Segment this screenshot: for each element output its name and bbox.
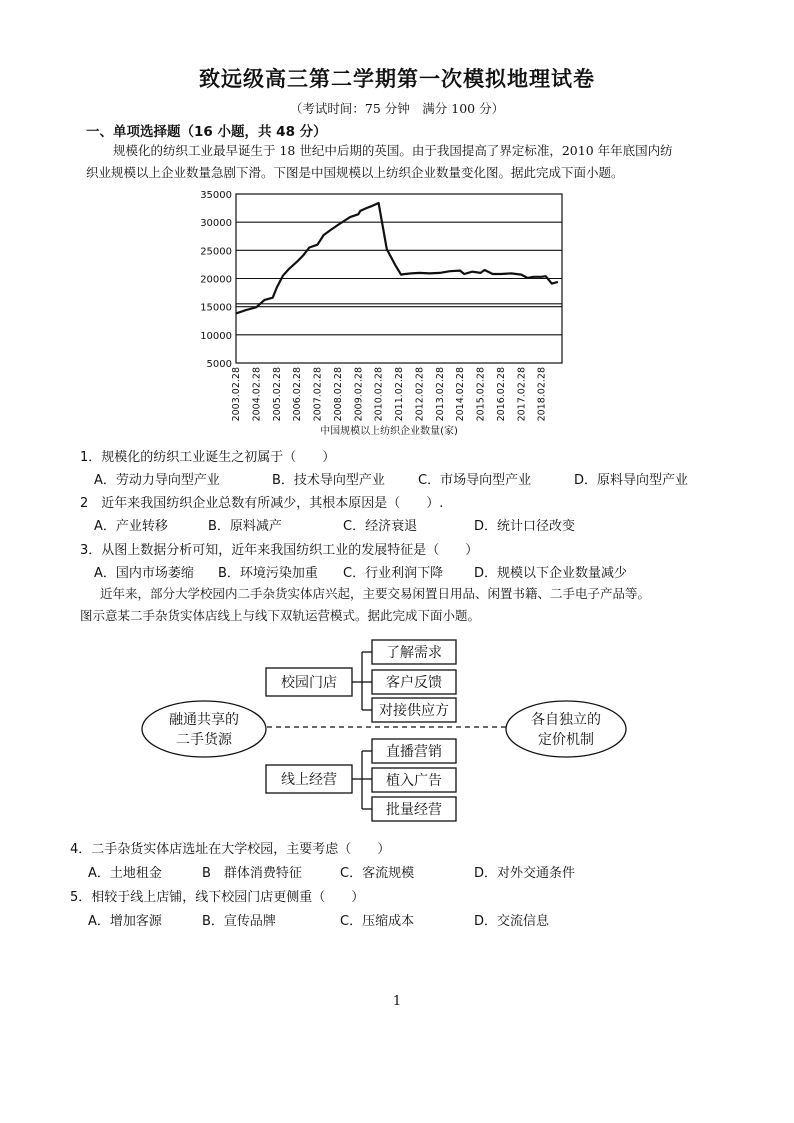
x-tick-label: 2015.02.28	[475, 367, 487, 422]
question-2-stem: 2 近年来我国纺织企业总数有所减少，其根本原因是（ ）.	[80, 496, 444, 511]
online-item-3: 批量经营	[386, 802, 442, 818]
x-tick-label: 2009.02.28	[353, 367, 365, 422]
exam-title: 致远级高三第二学期第一次模拟地理试卷	[199, 67, 595, 91]
page-number: 1	[392, 994, 402, 1009]
passage1-line1: 规模化的纺织工业最早诞生于 18 世纪中后期的英国。由于我国提高了界定标准，2010 年年底国内纺	[113, 143, 673, 158]
question-3-option-c: C．行业利润下降	[343, 566, 444, 581]
x-tick-label: 2004.02.28	[251, 367, 263, 422]
y-tick-label: 35000	[200, 190, 232, 201]
question-4-option-c: C．客流规模	[340, 866, 415, 881]
campus-item-1: 了解需求	[386, 645, 442, 661]
right-ellipse-line2: 定价机制	[538, 732, 594, 748]
online-item-1: 直播营销	[386, 744, 442, 760]
question-1-stem: 1．规模化的纺织工业诞生之初属于（ ）	[80, 450, 336, 465]
x-tick-label: 2013.02.28	[434, 367, 446, 422]
chart-caption: 中国规模以上纺织企业数量(家)	[320, 426, 458, 437]
y-tick-label: 20000	[200, 274, 232, 286]
x-tick-label: 2011.02.28	[394, 367, 405, 422]
x-tick-label: 2016.02.28	[495, 367, 507, 422]
question-4-stem: 4．二手杂货实体店选址在大学校园，主要考虑（ ）	[70, 842, 391, 857]
x-tick-label: 2006.02.28	[292, 367, 304, 422]
right-ellipse	[506, 701, 626, 757]
x-tick-label: 2017.02.28	[516, 367, 528, 422]
x-tick-label: 2014.02.28	[455, 367, 467, 422]
question-3-stem: 3．从图上数据分析可知，近年来我国纺织工业的发展特征是（ ）	[80, 543, 479, 558]
exam-subtitle: （考试时间：75 分钟 满分 100 分）	[289, 101, 505, 116]
passage2-line2: 图示意某二手杂货实体店线上与线下双轨运营模式。据此完成下面小题。	[80, 608, 481, 623]
question-1-option-d: D．原料导向型产业	[574, 473, 689, 488]
left-ellipse-line2: 二手货源	[176, 732, 232, 748]
question-3-option-d: D．规模以下企业数量减少	[474, 566, 628, 581]
question-3-option-a: A．国内市场萎缩	[94, 566, 194, 581]
x-tick-label: 2003.02.28	[231, 367, 242, 422]
question-1-option-b: B．技术导向型产业	[272, 473, 385, 488]
series-line	[236, 203, 558, 313]
y-tick-label: 25000	[200, 246, 232, 258]
campus-store-label: 校园门店	[281, 675, 337, 691]
question-2-option-b: B．原料减产	[208, 519, 282, 534]
left-ellipse	[142, 701, 266, 757]
dual-track-diagram	[140, 632, 640, 832]
question-4-option-a: A．土地租金	[88, 866, 162, 881]
question-2-option-a: A．产业转移	[94, 519, 168, 534]
y-tick-label: 5000	[206, 359, 232, 370]
online-label: 线上经营	[281, 772, 337, 788]
passage1-line2: 织业规模以上企业数量急剧下滑。下图是中国规模以上纺织企业数量变化图。据此完成下面小题。	[86, 165, 624, 180]
x-tick-label: 2005.02.28	[271, 367, 283, 422]
left-ellipse-line1: 融通共享的	[169, 712, 239, 728]
section-heading: 一、单项选择题（16 小题，共 48 分）	[86, 124, 327, 140]
question-4-option-d: D．对外交通条件	[474, 866, 576, 881]
question-1-option-c: C．市场导向型产业	[418, 473, 532, 488]
y-tick-label: 10000	[200, 330, 232, 342]
right-ellipse-line1: 各自独立的	[531, 712, 601, 728]
campus-item-2: 客户反馈	[386, 675, 442, 691]
question-2-option-c: C．经济衰退	[343, 519, 418, 534]
question-3-option-b: B．环境污染加重	[218, 566, 318, 581]
question-5-option-a: A．增加客源	[88, 914, 162, 929]
question-5-option-d: D．交流信息	[474, 914, 550, 929]
online-item-2: 植入广告	[386, 773, 442, 789]
question-5-option-c: C．压缩成本	[340, 914, 415, 929]
question-4-option-b: B 群体消费特征	[202, 866, 302, 881]
question-1-option-a: A．劳动力导向型产业	[94, 473, 220, 488]
campus-item-3: 对接供应方	[379, 703, 449, 719]
x-tick-label: 2010.02.28	[373, 367, 385, 422]
x-tick-label: 2007.02.28	[312, 367, 324, 422]
y-tick-label: 15000	[200, 302, 232, 314]
y-tick-label: 30000	[200, 218, 232, 230]
x-tick-label: 2012.02.28	[414, 367, 426, 422]
question-2-option-d: D．统计口径改变	[474, 519, 576, 534]
passage2-line1: 近年来，部分大学校园内二手杂货实体店兴起，主要交易闲置日用品、闲置书籍、二手电子产品等。	[100, 586, 651, 601]
question-5-stem: 5．相较于线上店铺，线下校园门店更侧重（ ）	[70, 890, 365, 905]
textile-enterprise-chart	[196, 188, 576, 438]
x-tick-label: 2008.02.28	[332, 367, 344, 422]
x-tick-label: 2018.02.28	[536, 367, 548, 422]
question-5-option-b: B．宣传品牌	[202, 914, 276, 929]
